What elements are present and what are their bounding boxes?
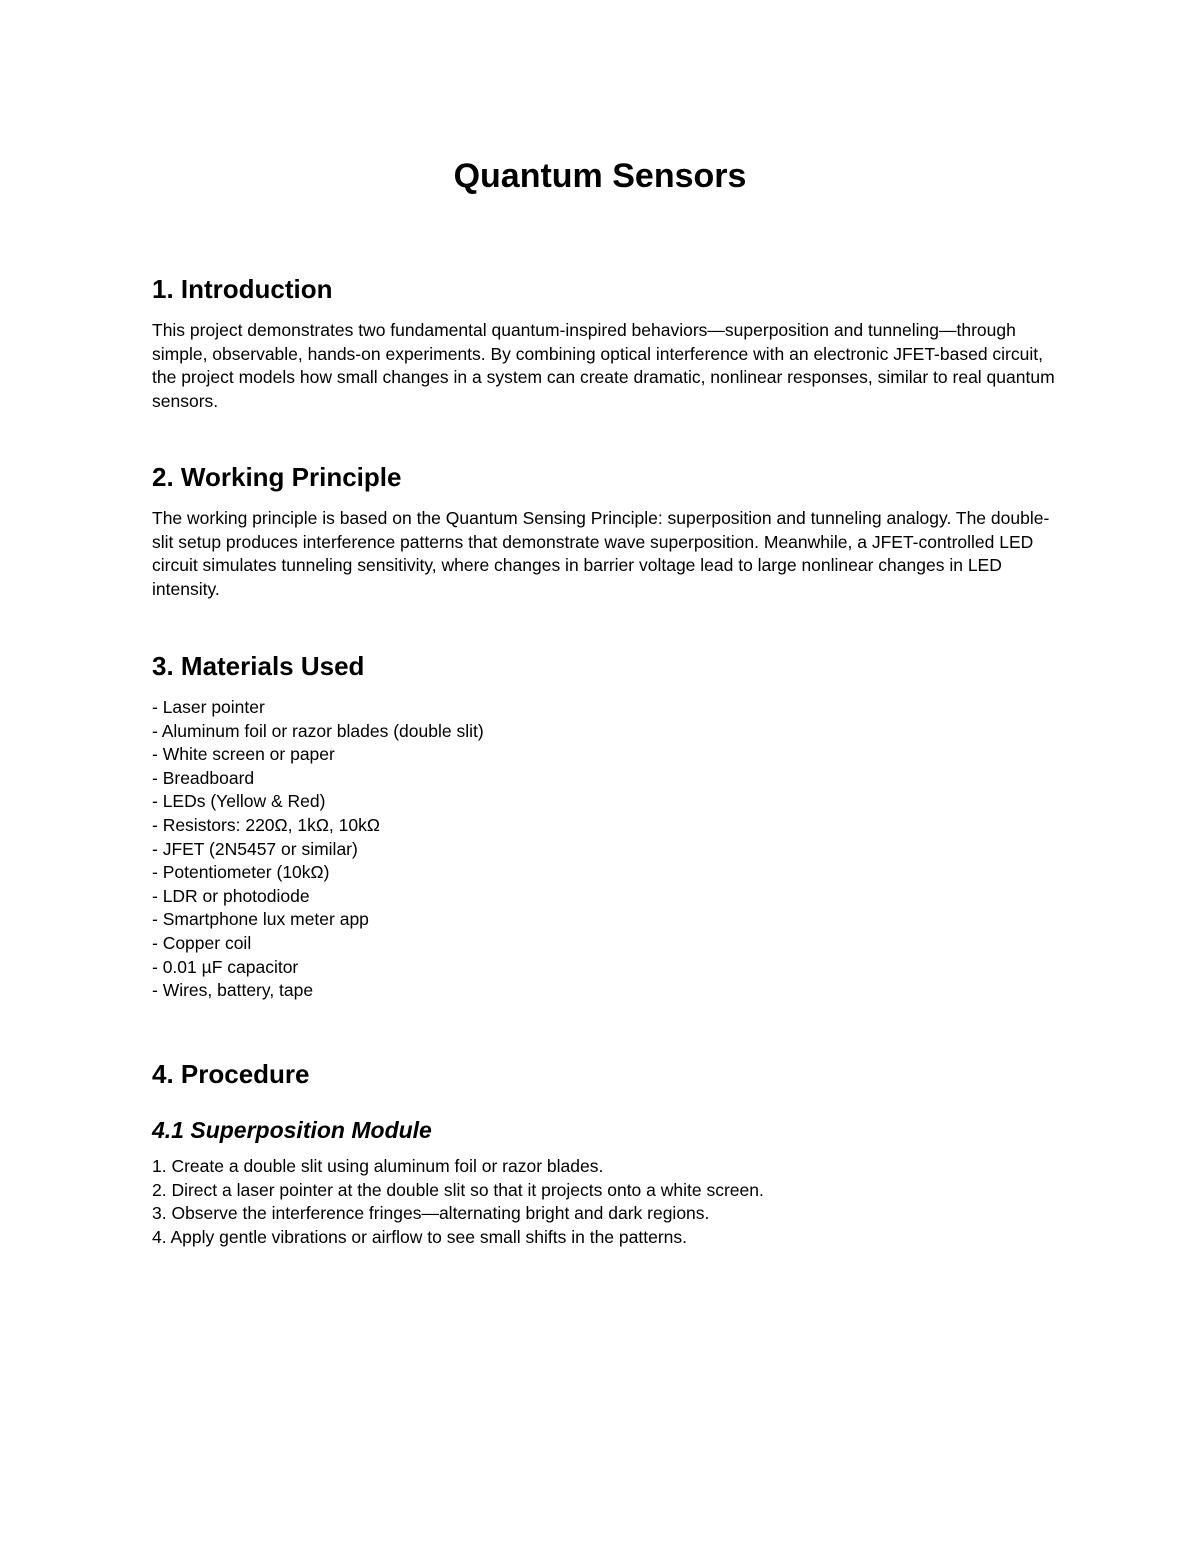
list-item: 4. Apply gentle vibrations or airflow to see small shifts in the patterns. [152, 1226, 687, 1247]
list-item: - Smartphone lux meter app [152, 909, 369, 930]
list-item: 1. Create a double slit using aluminum foil or razor blades. [152, 1156, 604, 1176]
list-item: 2. Direct a laser pointer at the double slit so that it projects onto a white screen. [152, 1179, 764, 1200]
list-item: - Aluminum foil or razor blades (double slit) [152, 720, 484, 741]
working-principle-paragraph: The working principle is based on the Quantum Sensing Principle: superposition and tunneling analogy. The double-slit setup produces interference patterns that demonstrate wave superposition. Meanwhile, a JFET-controlled LED circuit simulates tunneling sensitivity, where changes in barrier voltage lead to large nonlinear changes in LED intensity. [152, 508, 1050, 599]
list-item: - Resistors: 220Ω, 1kΩ, 10kΩ [152, 814, 380, 835]
list-item: - Breadboard [152, 767, 255, 788]
procedure-steps-list [152, 1155, 1052, 1249]
subsection-heading-superposition-module: 4.1 Superposition Module [152, 1117, 432, 1143]
document-title: Quantum Sensors [453, 157, 747, 195]
list-item: - LEDs (Yellow & Red) [152, 791, 326, 812]
list-item: - Laser pointer [152, 697, 265, 717]
list-item: - White screen or paper [152, 744, 335, 765]
list-item: - JFET (2N5457 or similar) [152, 838, 358, 859]
list-item: - Copper coil [152, 932, 252, 953]
list-item: - 0.01 µF capacitor [152, 956, 299, 977]
section-heading-materials: 3. Materials Used [152, 651, 365, 681]
list-item: 3. Observe the interference fringes—alternating bright and dark regions. [152, 1203, 710, 1224]
introduction-paragraph: This project demonstrates two fundamental quantum-inspired behaviors—superposition and tunneling—through simple, observable, hands-on experiments. By combining optical interference with an electronic JFET-based circuit, the project models how small changes in a system can create dramatic, nonlinear responses, similar to real quantum sensors. [152, 320, 1055, 411]
list-item: - Potentiometer (10kΩ) [152, 862, 330, 883]
list-item: - LDR or photodiode [152, 885, 310, 906]
section-heading-working-principle: 2. Working Principle [152, 462, 402, 492]
section-heading-introduction: 1. Introduction [152, 274, 333, 304]
list-item: - Wires, battery, tape [152, 980, 314, 1001]
section-heading-procedure: 4. Procedure [152, 1059, 310, 1089]
materials-list [152, 696, 1052, 1003]
